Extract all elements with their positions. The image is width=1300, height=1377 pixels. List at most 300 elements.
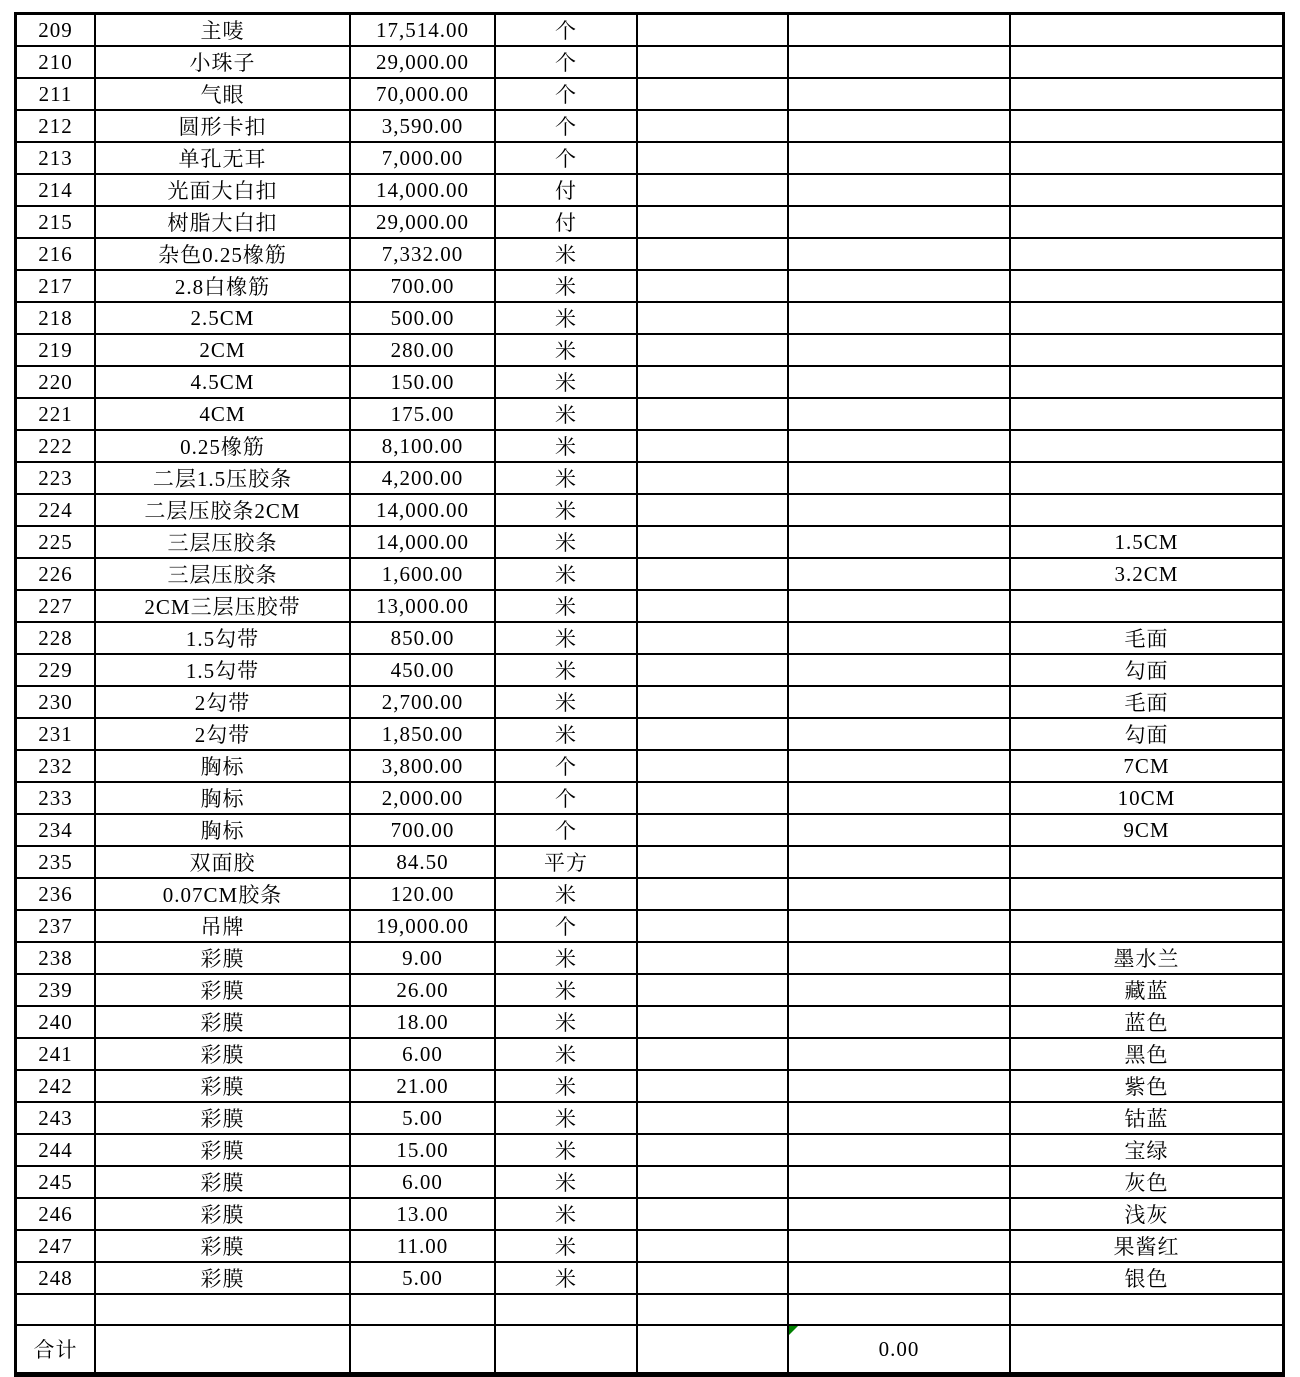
cell-empty-b[interactable] (789, 1231, 1011, 1263)
cell-note[interactable] (1011, 463, 1282, 495)
cell-unit[interactable]: 付 (496, 207, 638, 239)
cell-note[interactable]: 1.5CM (1011, 527, 1282, 559)
cell-note[interactable] (1011, 175, 1282, 207)
cell-item-name[interactable]: 彩膜 (96, 1103, 351, 1135)
cell-item-name[interactable]: 彩膜 (96, 1167, 351, 1199)
cell-note[interactable] (1011, 335, 1282, 367)
cell-row-number[interactable]: 218 (17, 303, 96, 335)
cell-unit[interactable]: 米 (496, 719, 638, 751)
cell-unit[interactable]: 个 (496, 911, 638, 943)
cell-row-number[interactable]: 231 (17, 719, 96, 751)
cell-note[interactable]: 10CM (1011, 783, 1282, 815)
cell-quantity[interactable]: 13.00 (351, 1199, 496, 1231)
cell-unit[interactable]: 平方 (496, 847, 638, 879)
cell-unit[interactable]: 米 (496, 1071, 638, 1103)
cell-empty-a[interactable] (638, 879, 789, 911)
cell-quantity[interactable]: 120.00 (351, 879, 496, 911)
cell-empty-a[interactable] (638, 303, 789, 335)
cell-item-name[interactable]: 光面大白扣 (96, 175, 351, 207)
cell-quantity[interactable]: 280.00 (351, 335, 496, 367)
cell-unit[interactable]: 米 (496, 239, 638, 271)
total-value-cell[interactable] (789, 1326, 1011, 1374)
cell-row-number[interactable]: 228 (17, 623, 96, 655)
cell-item-name[interactable]: 彩膜 (96, 1199, 351, 1231)
cell-row-number[interactable] (17, 1295, 96, 1326)
cell-item-name[interactable] (96, 1295, 351, 1326)
cell-row-number[interactable]: 221 (17, 399, 96, 431)
cell-item-name[interactable]: 双面胶 (96, 847, 351, 879)
cell-quantity[interactable]: 9.00 (351, 943, 496, 975)
cell-empty-a[interactable] (638, 943, 789, 975)
cell-empty-a[interactable] (638, 495, 789, 527)
cell-empty-b[interactable] (789, 271, 1011, 303)
cell-empty-b[interactable] (789, 1199, 1011, 1231)
cell-item-name[interactable]: 主唛 (96, 15, 351, 47)
cell-quantity[interactable]: 14,000.00 (351, 175, 496, 207)
cell-note[interactable] (1011, 271, 1282, 303)
cell-empty-a[interactable] (638, 1295, 789, 1326)
cell-unit[interactable]: 米 (496, 943, 638, 975)
cell-note[interactable]: 蓝色 (1011, 1007, 1282, 1039)
cell-row-number[interactable]: 229 (17, 655, 96, 687)
cell-note[interactable] (1011, 847, 1282, 879)
cell-note[interactable] (1011, 79, 1282, 111)
cell-unit[interactable]: 个 (496, 751, 638, 783)
cell-row-number[interactable]: 222 (17, 431, 96, 463)
cell-row-number[interactable]: 211 (17, 79, 96, 111)
cell-empty-b[interactable] (789, 1167, 1011, 1199)
cell-empty-a[interactable] (638, 783, 789, 815)
cell-empty-b[interactable] (789, 175, 1011, 207)
cell-unit[interactable]: 米 (496, 527, 638, 559)
cell-empty-a[interactable] (638, 79, 789, 111)
cell-item-name[interactable]: 0.25橡筋 (96, 431, 351, 463)
cell-empty-a[interactable] (638, 847, 789, 879)
cell-unit[interactable]: 付 (496, 175, 638, 207)
cell-item-name[interactable]: 彩膜 (96, 1135, 351, 1167)
cell-empty-b[interactable] (789, 207, 1011, 239)
cell-empty-b[interactable] (789, 463, 1011, 495)
cell-row-number[interactable]: 232 (17, 751, 96, 783)
cell-unit[interactable]: 个 (496, 111, 638, 143)
cell-row-number[interactable]: 216 (17, 239, 96, 271)
cell-empty-b[interactable] (789, 1071, 1011, 1103)
cell-empty-b[interactable] (789, 815, 1011, 847)
cell-quantity[interactable]: 14,000.00 (351, 527, 496, 559)
cell-unit[interactable]: 米 (496, 399, 638, 431)
cell-empty-a[interactable] (638, 399, 789, 431)
cell-row-number[interactable]: 243 (17, 1103, 96, 1135)
cell-empty-a[interactable] (638, 143, 789, 175)
cell-note[interactable]: 紫色 (1011, 1071, 1282, 1103)
cell-item-name[interactable]: 圆形卡扣 (96, 111, 351, 143)
cell-empty-b[interactable] (789, 335, 1011, 367)
cell-item-name[interactable]: 彩膜 (96, 943, 351, 975)
cell-row-number[interactable]: 215 (17, 207, 96, 239)
cell-unit[interactable]: 米 (496, 1135, 638, 1167)
cell-empty-b[interactable] (789, 1039, 1011, 1071)
cell-item-name[interactable]: 彩膜 (96, 1263, 351, 1295)
cell-note[interactable]: 3.2CM (1011, 559, 1282, 591)
cell-item-name[interactable]: 胸标 (96, 783, 351, 815)
cell-empty-a[interactable] (638, 335, 789, 367)
cell-quantity[interactable]: 7,000.00 (351, 143, 496, 175)
cell-quantity[interactable]: 2,000.00 (351, 783, 496, 815)
empty-row (17, 1295, 1282, 1326)
cell-quantity[interactable]: 8,100.00 (351, 431, 496, 463)
cell-quantity[interactable]: 3,800.00 (351, 751, 496, 783)
cell-unit[interactable] (496, 1295, 638, 1326)
cell-note[interactable] (1011, 111, 1282, 143)
cell-empty-b[interactable] (789, 1263, 1011, 1295)
table-row (17, 143, 1282, 175)
cell-empty-a[interactable] (638, 175, 789, 207)
cell-empty-a[interactable] (638, 1071, 789, 1103)
cell-quantity[interactable] (351, 1295, 496, 1326)
cell-item-name[interactable]: 吊牌 (96, 911, 351, 943)
cell-empty-a[interactable] (638, 367, 789, 399)
cell-row-number[interactable]: 241 (17, 1039, 96, 1071)
cell-note[interactable]: 毛面 (1011, 623, 1282, 655)
cell-item-name[interactable]: 彩膜 (96, 1231, 351, 1263)
cell-empty-a[interactable] (638, 911, 789, 943)
cell-empty-b[interactable] (789, 623, 1011, 655)
cell-quantity[interactable]: 1,600.00 (351, 559, 496, 591)
cell-note[interactable]: 墨水兰 (1011, 943, 1282, 975)
cell-empty-a[interactable] (638, 1135, 789, 1167)
cell-row-number[interactable]: 210 (17, 47, 96, 79)
cell-unit[interactable]: 米 (496, 367, 638, 399)
cell-quantity[interactable]: 5.00 (351, 1263, 496, 1295)
cell-quantity[interactable]: 700.00 (351, 271, 496, 303)
cell-empty-a[interactable] (638, 463, 789, 495)
cell-quantity[interactable]: 13,000.00 (351, 591, 496, 623)
cell-row-number[interactable]: 213 (17, 143, 96, 175)
cell-note[interactable] (1011, 15, 1282, 47)
cell-note[interactable] (1011, 911, 1282, 943)
cell-note[interactable]: 银色 (1011, 1263, 1282, 1295)
cell-item-name[interactable]: 0.07CM胶条 (96, 879, 351, 911)
cell-quantity[interactable]: 21.00 (351, 1071, 496, 1103)
cell-note[interactable] (1011, 591, 1282, 623)
cell-quantity[interactable]: 29,000.00 (351, 207, 496, 239)
cell-item-name[interactable]: 杂色0.25橡筋 (96, 239, 351, 271)
cell-row-number[interactable]: 247 (17, 1231, 96, 1263)
cell-empty-b[interactable] (789, 975, 1011, 1007)
cell-unit[interactable]: 个 (496, 783, 638, 815)
cell-item-name[interactable]: 彩膜 (96, 975, 351, 1007)
cell-unit[interactable]: 米 (496, 879, 638, 911)
cell-row-number[interactable]: 225 (17, 527, 96, 559)
cell-quantity[interactable]: 6.00 (351, 1167, 496, 1199)
cell-unit[interactable]: 米 (496, 1039, 638, 1071)
cell-row-number[interactable]: 239 (17, 975, 96, 1007)
cell-note[interactable] (1011, 879, 1282, 911)
cell-row-number[interactable]: 223 (17, 463, 96, 495)
cell-quantity[interactable]: 15.00 (351, 1135, 496, 1167)
cell-note[interactable]: 9CM (1011, 815, 1282, 847)
cell-quantity[interactable]: 3,590.00 (351, 111, 496, 143)
cell-quantity[interactable]: 850.00 (351, 623, 496, 655)
cell-item-name[interactable]: 2勾带 (96, 719, 351, 751)
cell-empty-a[interactable] (638, 655, 789, 687)
cell-unit[interactable]: 米 (496, 303, 638, 335)
cell-empty-b[interactable] (789, 591, 1011, 623)
cell-empty-b[interactable] (789, 719, 1011, 751)
cell-unit[interactable]: 米 (496, 335, 638, 367)
cell-item-name[interactable]: 1.5勾带 (96, 623, 351, 655)
cell-empty-b[interactable] (789, 559, 1011, 591)
cell-empty-a[interactable] (638, 751, 789, 783)
cell-unit[interactable]: 米 (496, 1263, 638, 1295)
cell-note[interactable] (1011, 303, 1282, 335)
cell-empty-b[interactable] (789, 847, 1011, 879)
cell-unit[interactable]: 个 (496, 815, 638, 847)
cell-quantity[interactable]: 11.00 (351, 1231, 496, 1263)
cell-quantity[interactable]: 2,700.00 (351, 687, 496, 719)
cell-quantity[interactable] (351, 1326, 496, 1374)
cell-row-number[interactable]: 219 (17, 335, 96, 367)
cell-item-name[interactable]: 三层压胶条 (96, 559, 351, 591)
cell-note[interactable] (1011, 367, 1282, 399)
cell-unit[interactable]: 米 (496, 1103, 638, 1135)
cell-item-name[interactable]: 树脂大白扣 (96, 207, 351, 239)
cell-item-name[interactable]: 单孔无耳 (96, 143, 351, 175)
cell-item-name[interactable]: 胸标 (96, 751, 351, 783)
cell-unit[interactable]: 个 (496, 47, 638, 79)
cell-empty-b[interactable] (789, 1007, 1011, 1039)
cell-empty-b[interactable] (789, 367, 1011, 399)
cell-empty-b[interactable] (789, 15, 1011, 47)
cell-quantity[interactable]: 4,200.00 (351, 463, 496, 495)
cell-empty-b[interactable] (789, 783, 1011, 815)
cell-item-name[interactable]: 2CM三层压胶带 (96, 591, 351, 623)
cell-unit[interactable]: 米 (496, 1167, 638, 1199)
cell-item-name[interactable]: 2.5CM (96, 303, 351, 335)
cell-empty-a[interactable] (638, 591, 789, 623)
cell-item-name[interactable]: 彩膜 (96, 1007, 351, 1039)
cell-empty-a[interactable] (638, 623, 789, 655)
cell-row-number[interactable]: 227 (17, 591, 96, 623)
cell-note[interactable]: 钴蓝 (1011, 1103, 1282, 1135)
cell-quantity[interactable]: 5.00 (351, 1103, 496, 1135)
cell-empty-b[interactable] (789, 751, 1011, 783)
cell-empty-b[interactable] (789, 79, 1011, 111)
cell-item-name[interactable]: 彩膜 (96, 1039, 351, 1071)
cell-row-number[interactable]: 240 (17, 1007, 96, 1039)
cell-row-number[interactable]: 209 (17, 15, 96, 47)
cell-quantity[interactable]: 175.00 (351, 399, 496, 431)
cell-unit[interactable]: 个 (496, 79, 638, 111)
cell-empty-a[interactable] (638, 111, 789, 143)
cell-note[interactable]: 果酱红 (1011, 1231, 1282, 1263)
cell-empty-b[interactable] (789, 655, 1011, 687)
cell-empty-b[interactable] (789, 1295, 1011, 1326)
cell-row-number[interactable]: 235 (17, 847, 96, 879)
cell-note[interactable]: 黑色 (1011, 1039, 1282, 1071)
cell-note[interactable] (1011, 47, 1282, 79)
cell-item-name[interactable]: 2CM (96, 335, 351, 367)
cell-empty-a[interactable] (638, 815, 789, 847)
cell-row-number[interactable]: 238 (17, 943, 96, 975)
cell-unit[interactable]: 米 (496, 1007, 638, 1039)
cell-item-name[interactable]: 彩膜 (96, 1071, 351, 1103)
cell-empty-b[interactable] (789, 879, 1011, 911)
cell-empty-a[interactable] (638, 47, 789, 79)
cell-empty-a[interactable] (638, 1103, 789, 1135)
cell-note[interactable]: 灰色 (1011, 1167, 1282, 1199)
cell-item-name[interactable]: 气眼 (96, 79, 351, 111)
cell-empty-b[interactable] (789, 495, 1011, 527)
cell-note[interactable]: 7CM (1011, 751, 1282, 783)
cell-empty-a[interactable] (638, 1231, 789, 1263)
cell-empty-a[interactable] (638, 719, 789, 751)
cell-empty-a[interactable] (638, 975, 789, 1007)
cell-empty-b[interactable] (789, 399, 1011, 431)
cell-row-number[interactable]: 244 (17, 1135, 96, 1167)
cell-empty-a[interactable] (638, 1263, 789, 1295)
cell-item-name[interactable]: 4.5CM (96, 367, 351, 399)
cell-quantity[interactable]: 7,332.00 (351, 239, 496, 271)
cell-item-name[interactable]: 2勾带 (96, 687, 351, 719)
cell-unit[interactable]: 个 (496, 143, 638, 175)
cell-unit[interactable]: 米 (496, 623, 638, 655)
cell-row-number[interactable]: 245 (17, 1167, 96, 1199)
cell-empty-a[interactable] (638, 1326, 789, 1374)
cell-row-number[interactable]: 230 (17, 687, 96, 719)
cell-unit[interactable]: 米 (496, 687, 638, 719)
cell-unit[interactable]: 米 (496, 431, 638, 463)
cell-item-name[interactable]: 胸标 (96, 815, 351, 847)
cell-empty-b[interactable] (789, 943, 1011, 975)
cell-note[interactable]: 勾面 (1011, 719, 1282, 751)
table-row (17, 335, 1282, 367)
cell-empty-a[interactable] (638, 1167, 789, 1199)
cell-quantity[interactable]: 1,850.00 (351, 719, 496, 751)
cell-quantity[interactable]: 6.00 (351, 1039, 496, 1071)
table-row (17, 687, 1282, 719)
cell-row-number[interactable]: 246 (17, 1199, 96, 1231)
cell-row-number[interactable]: 248 (17, 1263, 96, 1295)
cell-note[interactable] (1011, 1295, 1282, 1326)
cell-empty-b[interactable] (789, 303, 1011, 335)
table-row (17, 847, 1282, 879)
cell-row-number[interactable]: 226 (17, 559, 96, 591)
cell-unit[interactable]: 米 (496, 655, 638, 687)
cell-quantity[interactable]: 70,000.00 (351, 79, 496, 111)
cell-row-number[interactable]: 214 (17, 175, 96, 207)
cell-item-name[interactable]: 三层压胶条 (96, 527, 351, 559)
cell-item-name[interactable]: 1.5勾带 (96, 655, 351, 687)
cell-empty-a[interactable] (638, 1199, 789, 1231)
cell-row-number[interactable]: 212 (17, 111, 96, 143)
cell-quantity[interactable]: 14,000.00 (351, 495, 496, 527)
cell-item-name[interactable] (96, 1326, 351, 1374)
cell-empty-a[interactable] (638, 431, 789, 463)
cell-note[interactable] (1011, 399, 1282, 431)
cell-empty-a[interactable] (638, 271, 789, 303)
cell-item-name[interactable]: 2.8白橡筋 (96, 271, 351, 303)
cell-note[interactable]: 藏蓝 (1011, 975, 1282, 1007)
cell-empty-b[interactable] (789, 143, 1011, 175)
cell-unit[interactable]: 米 (496, 495, 638, 527)
cell-unit[interactable]: 米 (496, 463, 638, 495)
cell-unit[interactable]: 米 (496, 591, 638, 623)
cell-unit[interactable]: 个 (496, 15, 638, 47)
cell-empty-a[interactable] (638, 239, 789, 271)
cell-quantity[interactable]: 450.00 (351, 655, 496, 687)
cell-row-number[interactable]: 220 (17, 367, 96, 399)
cell-empty-b[interactable] (789, 239, 1011, 271)
cell-empty-b[interactable] (789, 111, 1011, 143)
cell-empty-b[interactable] (789, 687, 1011, 719)
cell-unit[interactable]: 米 (496, 1231, 638, 1263)
cell-empty-a[interactable] (638, 559, 789, 591)
cell-note[interactable]: 毛面 (1011, 687, 1282, 719)
cell-quantity[interactable]: 150.00 (351, 367, 496, 399)
cell-note[interactable]: 宝绿 (1011, 1135, 1282, 1167)
table-row (17, 559, 1282, 591)
cell-quantity[interactable]: 700.00 (351, 815, 496, 847)
cell-note[interactable] (1011, 207, 1282, 239)
cell-empty-a[interactable] (638, 1039, 789, 1071)
cell-empty-b[interactable] (789, 1103, 1011, 1135)
cell-note[interactable]: 浅灰 (1011, 1199, 1282, 1231)
cell-note[interactable] (1011, 495, 1282, 527)
cell-empty-b[interactable] (789, 911, 1011, 943)
cell-item-name[interactable]: 小珠子 (96, 47, 351, 79)
cell-note[interactable]: 勾面 (1011, 655, 1282, 687)
cell-empty-a[interactable] (638, 207, 789, 239)
cell-unit[interactable]: 米 (496, 559, 638, 591)
cell-unit[interactable] (496, 1326, 638, 1374)
cell-note[interactable] (1011, 431, 1282, 463)
cell-quantity[interactable]: 84.50 (351, 847, 496, 879)
cell-quantity[interactable]: 19,000.00 (351, 911, 496, 943)
cell-row-number[interactable]: 242 (17, 1071, 96, 1103)
cell-row-number[interactable]: 224 (17, 495, 96, 527)
cell-quantity[interactable]: 29,000.00 (351, 47, 496, 79)
cell-empty-a[interactable] (638, 15, 789, 47)
cell-empty-b[interactable] (789, 527, 1011, 559)
cell-unit[interactable]: 米 (496, 975, 638, 1007)
cell-note[interactable] (1011, 143, 1282, 175)
cell-empty-b[interactable] (789, 1135, 1011, 1167)
cell-row-number[interactable]: 217 (17, 271, 96, 303)
cell-empty-a[interactable] (638, 687, 789, 719)
cell-unit[interactable]: 米 (496, 1199, 638, 1231)
cell-row-number[interactable]: 233 (17, 783, 96, 815)
cell-note[interactable] (1011, 1326, 1282, 1374)
cell-quantity[interactable]: 18.00 (351, 1007, 496, 1039)
cell-row-number[interactable]: 234 (17, 815, 96, 847)
cell-unit[interactable]: 米 (496, 271, 638, 303)
cell-row-number[interactable]: 236 (17, 879, 96, 911)
cell-quantity[interactable]: 26.00 (351, 975, 496, 1007)
cell-note[interactable] (1011, 239, 1282, 271)
total-label-cell[interactable]: 合计 (17, 1326, 96, 1374)
cell-item-name[interactable]: 二层压胶条2CM (96, 495, 351, 527)
cell-empty-b[interactable] (789, 47, 1011, 79)
cell-quantity[interactable]: 500.00 (351, 303, 496, 335)
cell-empty-a[interactable] (638, 1007, 789, 1039)
cell-empty-a[interactable] (638, 527, 789, 559)
cell-row-number[interactable]: 237 (17, 911, 96, 943)
cell-item-name[interactable]: 二层1.5压胶条 (96, 463, 351, 495)
cell-item-name[interactable]: 4CM (96, 399, 351, 431)
cell-empty-b[interactable] (789, 431, 1011, 463)
cell-quantity[interactable]: 17,514.00 (351, 15, 496, 47)
